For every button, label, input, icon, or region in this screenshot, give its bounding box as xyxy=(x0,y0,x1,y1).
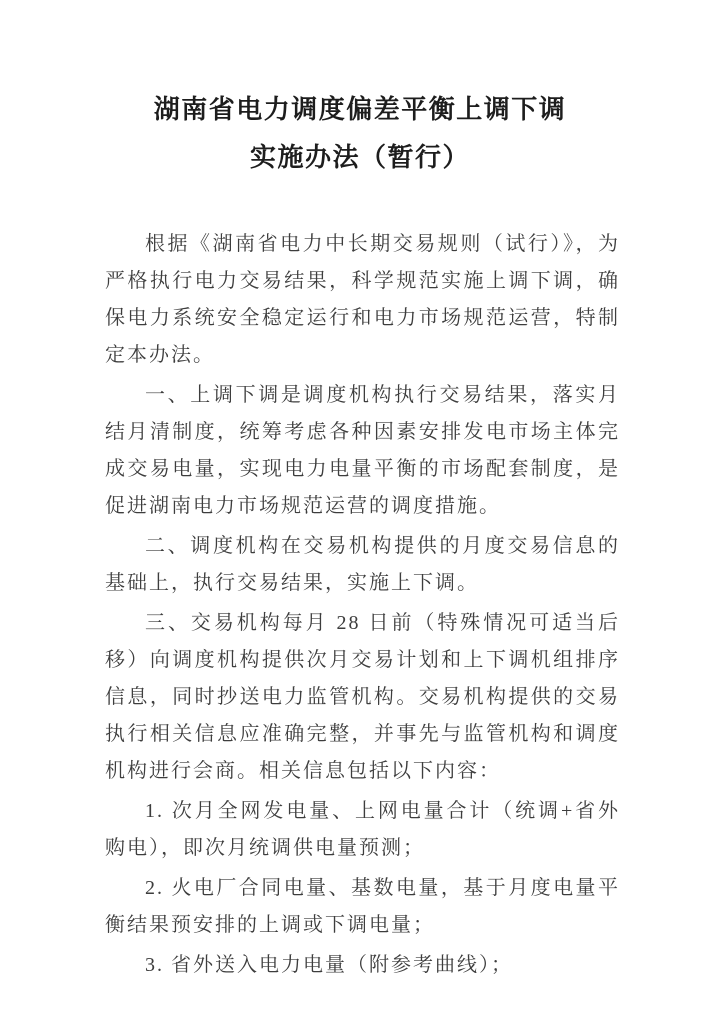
paragraph: 2. 火电厂合同电量、基数电量，基于月度电量平衡结果预安排的上调或下调电量； xyxy=(105,877,620,936)
paragraph: 1. 次月全网发电量、上网电量合计（统调+省外购电），即次月统调供电量预测； xyxy=(105,800,620,859)
title-line-1: 湖南省电力调度偏差平衡上调下调 xyxy=(153,95,567,124)
paragraph: 三、交易机构每月 28 日前（特殊情况可适当后移）向调度机构提供次月交易计划和上下调机组排序信息，同时抄送电力监管机构。交易机构提供的交易执行相关信息应准确完整，并事先与监管机构和调度机构进行会商。相关信息包括以下内容： xyxy=(105,612,620,782)
paragraph: 3. 省外送入电力电量（附参考曲线）； xyxy=(145,954,513,976)
paragraph: 根据《湖南省电力中长期交易规则（试行）》，为严格执行电力交易结果，科学规范实施上调下调，确保电力系统安全稳定运行和电力市场规范运营，特制定本办法。 xyxy=(105,233,620,366)
document-title xyxy=(0,0,720,182)
paragraph: 二、调度机构在交易机构提供的月度交易信息的基础上，执行交易结果，实施上下调。 xyxy=(105,535,620,594)
document-body xyxy=(0,182,720,984)
title-line-2: 实施办法（暂行） xyxy=(249,143,470,172)
paragraph: 一、上调下调是调度机构执行交易结果，落实月结月清制度，统筹考虑各种因素安排发电市场主体完成交易电量，实现电力电量平衡的市场配套制度，是促进湖南电力市场规范运营的调度措施。 xyxy=(105,384,620,517)
